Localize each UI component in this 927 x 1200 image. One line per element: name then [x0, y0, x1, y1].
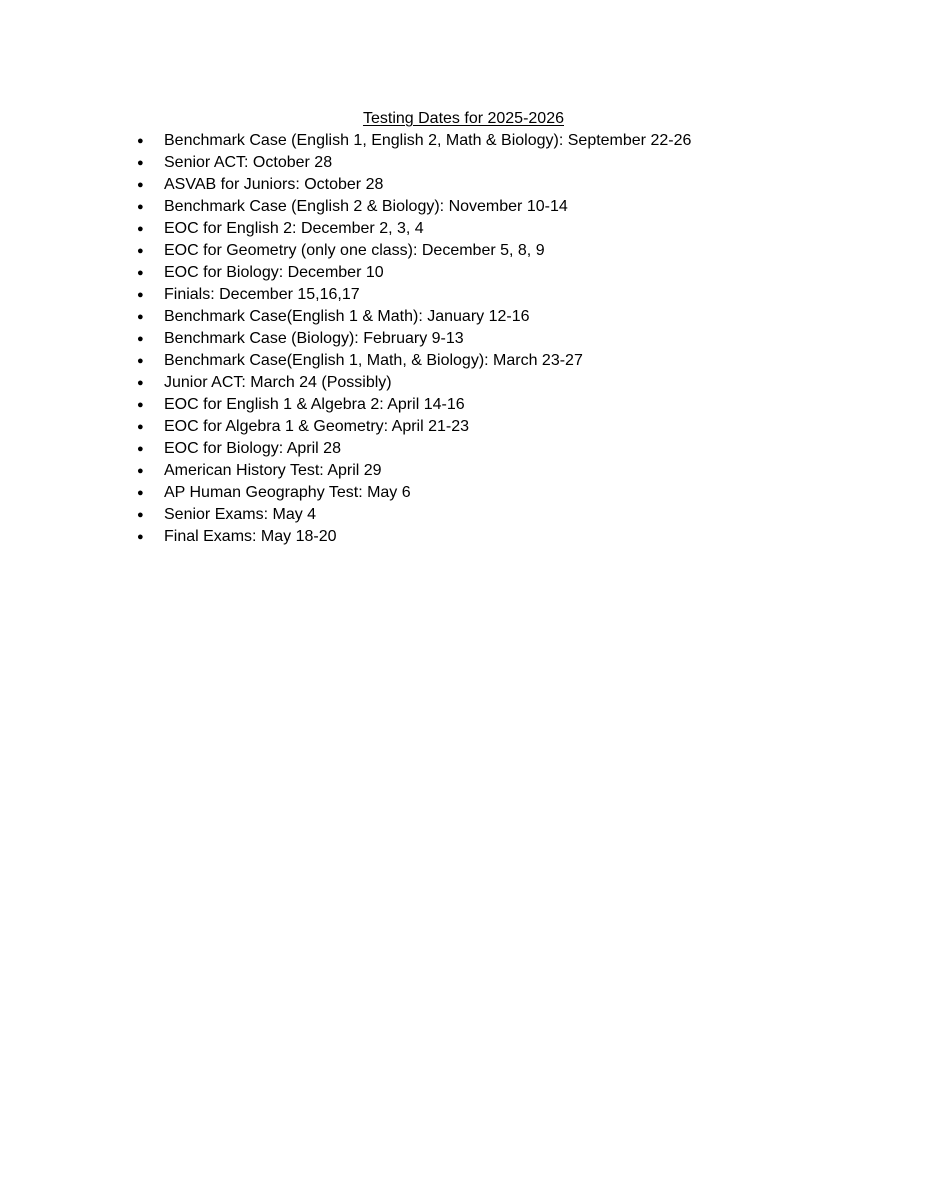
bullet-icon: ● — [137, 531, 144, 543]
list-item-text: Benchmark Case(English 1, Math, & Biology): March 23-27 — [164, 352, 583, 369]
bullet-icon: ● — [137, 333, 144, 345]
list-item-text: EOC for English 1 & Algebra 2: April 14-16 — [164, 396, 465, 413]
list-item-text: AP Human Geography Test: May 6 — [164, 484, 411, 501]
list-item-text: Final Exams: May 18-20 — [164, 528, 337, 545]
list-item-text: EOC for Algebra 1 & Geometry: April 21-23 — [164, 418, 470, 435]
bullet-icon: ● — [137, 245, 144, 257]
bullet-icon: ● — [137, 289, 144, 301]
bullet-icon: ● — [137, 135, 144, 147]
list-item-text: EOC for Biology: April 28 — [164, 440, 341, 457]
bullet-icon: ● — [137, 311, 144, 323]
bullet-icon: ● — [137, 487, 144, 499]
bullet-icon: ● — [137, 355, 144, 367]
list-item-text: Benchmark Case (English 2 & Biology): November 10-14 — [164, 198, 568, 215]
bullet-icon: ● — [137, 399, 144, 411]
list-item-text: Junior ACT: March 24 (Possibly) — [164, 374, 392, 391]
list-item-text: Benchmark Case(English 1 & Math): January 12-16 — [164, 308, 530, 325]
list-item-text: EOC for Biology: December 10 — [164, 264, 384, 281]
bullet-icon: ● — [137, 179, 144, 191]
list-item-text: ASVAB for Juniors: October 28 — [164, 176, 384, 193]
bullet-icon: ● — [137, 509, 144, 521]
bullet-icon: ● — [137, 157, 144, 169]
list-item-text: Benchmark Case (Biology): February 9-13 — [164, 330, 464, 347]
bullet-icon: ● — [137, 201, 144, 213]
list-item-text: EOC for Geometry (only one class): December 5, 8, 9 — [164, 242, 545, 259]
bullet-icon: ● — [137, 421, 144, 433]
list-item-text: EOC for English 2: December 2, 3, 4 — [164, 220, 424, 237]
list-item-text: Benchmark Case (English 1, English 2, Math & Biology): September 22-26 — [164, 132, 692, 149]
list-item-text: Senior ACT: October 28 — [164, 154, 333, 171]
list-item-text: American History Test: April 29 — [164, 462, 382, 479]
bullet-icon: ● — [137, 443, 144, 455]
bullet-icon: ● — [137, 377, 144, 389]
list-item-text: Finials: December 15,16,17 — [164, 286, 360, 303]
bullet-icon: ● — [137, 267, 144, 279]
bullet-icon: ● — [137, 465, 144, 477]
bullet-icon: ● — [137, 223, 144, 235]
document-title: Testing Dates for 2025-2026 — [362, 110, 564, 127]
list-item-text: Senior Exams: May 4 — [164, 506, 317, 523]
